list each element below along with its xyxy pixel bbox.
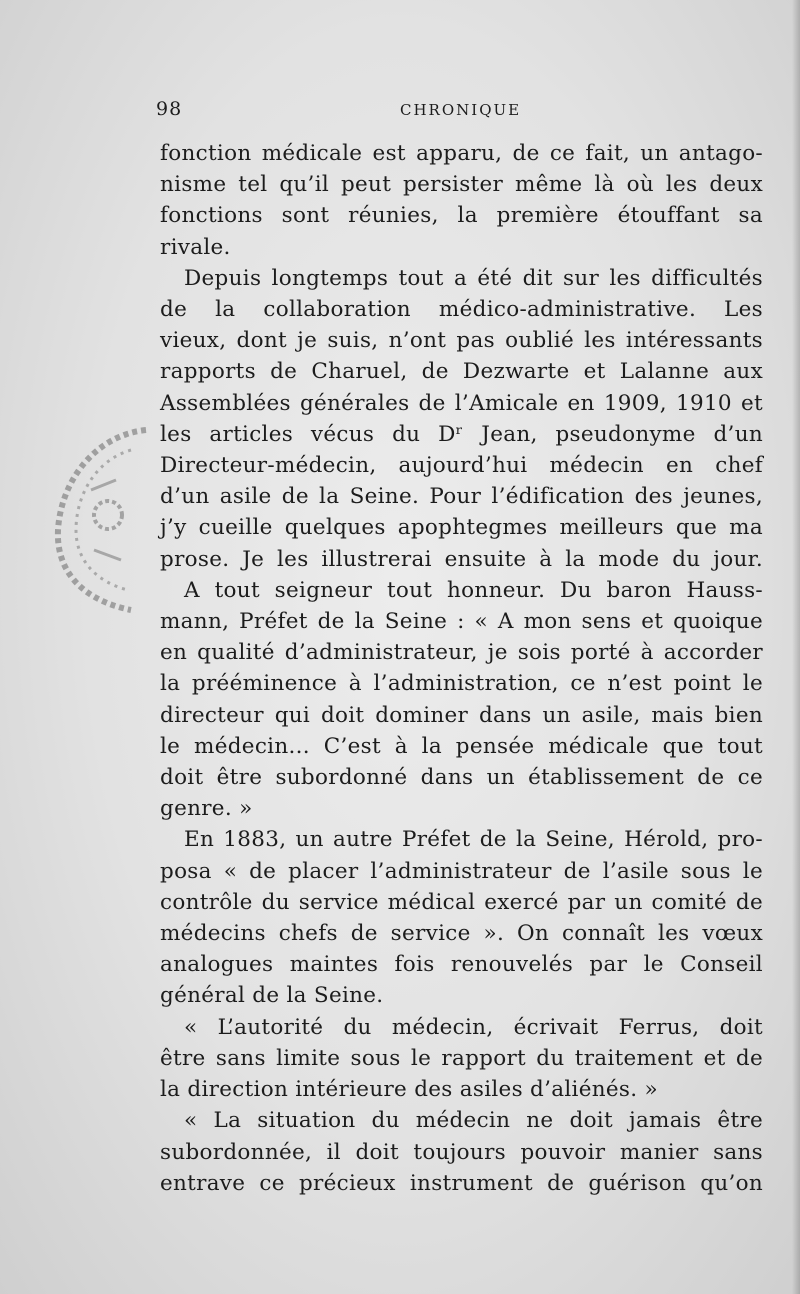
text-line: « L’autorité du médecin, écrivait Ferrus, doit xyxy=(184,1014,763,1040)
paragraph xyxy=(160,138,763,263)
paragraph xyxy=(160,263,763,575)
library-stamp-icon xyxy=(36,410,166,620)
text-line: contrôle du service médical exercé par un comité de xyxy=(160,889,763,915)
text-line: posa « de placer l’administrateur de l’asile sous le xyxy=(160,858,763,884)
running-head xyxy=(156,98,756,122)
text-line: rivale. xyxy=(160,234,231,260)
text-line: fonction médicale est apparu, de ce fait, un antago- xyxy=(160,141,763,166)
text-line: doit être subordonné dans un établissement de ce xyxy=(160,765,763,791)
text-line: nisme tel qu’il peut persister même là où les deux xyxy=(160,172,763,198)
text-line: genre. » xyxy=(160,796,253,822)
text-line: mann, Préfet de la Seine : « A mon sens et quoique xyxy=(160,609,763,635)
text-line: être sans limite sous le rapport du traitement et de xyxy=(160,1045,763,1071)
text-line: Directeur-médecin, aujourd’hui médecin en chef xyxy=(160,453,763,479)
text-line: la prééminence à l’administration, ce n’est point le xyxy=(160,671,763,697)
text-line: A tout seigneur tout honneur. Du baron Hauss- xyxy=(184,577,763,603)
text-line: médecins chefs de service ». On connaît les vœux xyxy=(160,921,763,947)
text-line: général de la Seine. xyxy=(160,983,384,1009)
text-line: En 1883, un autre Préfet de la Seine, Hérold, pro- xyxy=(184,827,763,853)
text-line: entrave ce précieux instrument de guérison qu’on xyxy=(160,1170,763,1196)
running-title: CHRONIQUE xyxy=(400,101,522,119)
text-line: de la collaboration médico-administrative. Les xyxy=(160,297,763,323)
text-line: Assemblées générales de l’Amicale en 1909, 1910 et xyxy=(160,390,763,416)
text-line: rapports de Charuel, de Dezwarte et Lalanne aux xyxy=(160,359,763,385)
text-line: analogues maintes fois renouvelés par le Conseil xyxy=(160,952,763,978)
text-line: en qualité d’administrateur, je sois porté à accorder xyxy=(160,640,763,666)
text-line: j’y cueille quelques apophtegmes meilleurs que ma xyxy=(160,515,763,541)
page-number: 98 xyxy=(156,98,183,120)
text-line: Depuis longtemps tout a été dit sur les difficultés xyxy=(184,265,763,291)
text-line: le médecin... C’est à la pensée médicale que tout xyxy=(160,733,763,759)
text-line: subordonnée, il doit toujours pouvoir manier sans xyxy=(160,1139,763,1165)
text-line: les articles vécus du Dʳ Jean, pseudonyme d’un xyxy=(160,421,763,447)
text-line: directeur qui doit dominer dans un asile, mais bien xyxy=(160,702,763,728)
paragraph xyxy=(160,1105,763,1199)
text-line: la direction intérieure des asiles d’aliénés. » xyxy=(160,1077,658,1103)
paragraph xyxy=(160,824,763,1011)
paragraph xyxy=(160,1012,763,1106)
text-line: prose. Je les illustrerai ensuite à la mode du jour. xyxy=(160,546,763,572)
body-text xyxy=(160,138,763,1199)
text-line: « La situation du médecin ne doit jamais être xyxy=(184,1108,763,1134)
paragraph xyxy=(160,575,763,825)
text-line: d’un asile de la Seine. Pour l’édification des jeunes, xyxy=(160,484,763,510)
text-line: fonctions sont réunies, la première étouffant sa xyxy=(160,203,763,229)
text-line: vieux, dont je suis, n’ont pas oublié les intéressants xyxy=(160,328,763,354)
